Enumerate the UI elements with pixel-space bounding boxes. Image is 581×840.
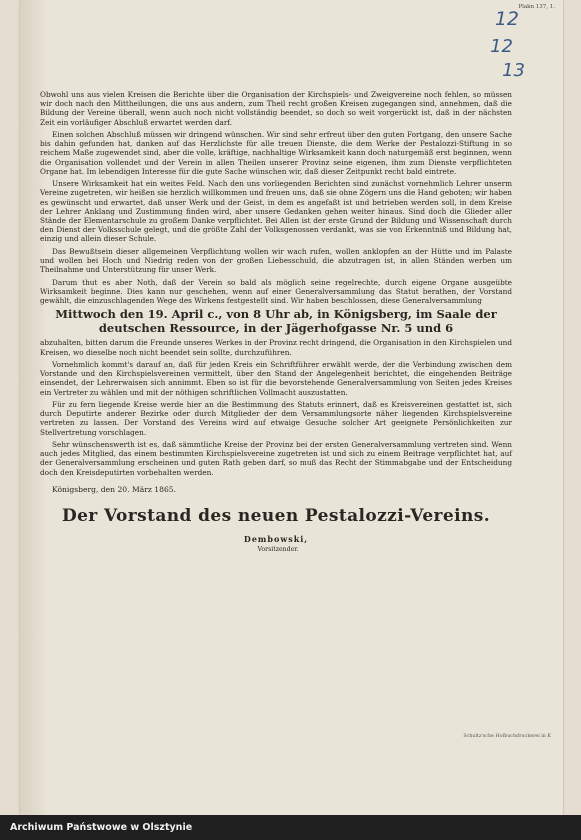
handwritten-number-3: 13: [502, 60, 525, 81]
archive-footer: Archiwum Państwowe w Olsztynie: [0, 815, 581, 840]
signer-name: Dembowski,: [243, 534, 309, 545]
signature-heading: Der Vorstand des neuen Pestalozzi-Vereins.: [61, 506, 491, 527]
paragraph: Vornehmlich kommt's darauf an, daß für jeden Kreis ein Schriftführer erwählt werde, der die Verbindung zwischen dem Vorstande und den Kirchspielsvereinen vermittelt, über den Stand der Angelegenheit berichtet, die eingehenden Beiträge einsendet, der Lehrerwaisen sich annimmt. Eben so ist für die bevorstehende Generalversammlung von Seiten jedes Kreises ein Vertreter zu wählen und mit der nöthigen schriftlichen Vollmacht auszustatten.: [40, 360, 512, 397]
dateline: Königsberg, den 20. März 1865.: [52, 484, 177, 494]
paragraph: abzuhalten, bitten darum die Freunde unseres Werkes in der Provinz recht dringend, die Organisation in den Kirchspielen und Kreisen, wo dieselbe noch nicht beendet sein sollte, durchzuführen.: [40, 338, 512, 357]
paragraph: Sehr wünschenswerth ist es, daß sämmtliche Kreise der Provinz bei der ersten Generalversammlung vertreten sind. Wenn auch jedes Mitglied, das einem bestimmten Kirchspielsvereine zugetreten ist und sich zu einem Beitrage verpflichtet hat, auf der Generalversammlung erscheinen und guten Rath geben darf, so muß das Recht der Stimmabgabe und der Entscheidung doch den Kreisdeputirten vorbehalten werden.: [40, 440, 512, 477]
handwritten-number-1: 12: [494, 8, 519, 30]
paragraph: Unsere Wirksamkeit hat ein weites Feld. Nach den uns vorliegenden Berichten sind zunächst vornehmlich Lehrer unserm Vereine zugetreten, wir heißen sie herzlich willkommen und freuen uns, daß sie ohne Zögern uns die Hand geboten; wir haben es gewünscht und erwartet, daß unser Werk und der Geist, in dem es angefaßt ist und betrieben werden soll, in dem Kreise der Lehrer Anklang und Zustimmung finden wird, aber unsere Gedanken gehen weiter hinaus. Sind doch die Glieder aller Stände der Elementarschule zu großem Danke verpflichtet. Bei Allen ist der erste Grund der Bildung und Wissenschaft durch den Dienst der Volksschule gelegt, und die größte Zahl der Volksgenossen verdankt, was sie von Erkenntniß und Bildung hat, einzig und allein dieser Schule.: [40, 179, 512, 244]
paragraph: Darum thut es aber Noth, daß der Verein so bald als möglich seine regelrechte, durch eigene Organe ausgeübte Wirksamkeit beginne. Dies kann nur geschehen, wenn auf einer Generalversammlung das Statut berathen, der Vorstand gewählt, die einzuschlagenden Wege des Wirkens festgestellt sind. Wir haben beschlossen, diese Generalversammlung: [40, 277, 512, 306]
archive-reference: Plakn 137, 1.: [518, 4, 555, 10]
handwritten-number-2: 12: [490, 36, 513, 57]
meeting-announcement: Mittwoch den 19. April c., von 8 Uhr ab, in Königsberg, im Saale der deutschen Ressource, in der Jägerhofgasse Nr. 5 und 6: [55, 307, 497, 335]
paragraph: Einen solchen Abschluß müssen wir dringend wünschen. Wir sind sehr erfreut über den guten Fortgang, den unsere Sache bis dahin gefunden hat, danken auf das Herzlichste für alle treuen Dienste, die dem Werke der Pestalozzi-Stiftung in so reichem Maße zugewendet sind, aber die volle, kräftige, nachhaltige Wirksamkeit kann doch naturgemäß erst beginnen, wenn die Organisation vollendet und der Verein in allen Theilen unserer Provinz seine eigenen, ihm zum Dienste verpflichteten Organe hat. Im lebendigen Interesse für die gute Sache wünschen wir, daß dieser Zeitpunkt recht bald eintrete.: [40, 130, 512, 176]
paragraph: Obwohl uns aus vielen Kreisen die Berichte über die Organisation der Kirchspiels- und Zweigvereine noch fehlen, so müssen wir doch nach den Mittheilungen, die uns aus andern, zum Theil recht großen Kreisen zugegangen sind, annehmen, daß die Bildung der Vereine überall, wenn auch noch nicht vollständig beendet, so doch so weit vorgerückt ist, daß in der nächsten Zeit ein vorläufiger Abschluß erwartet werden darf.: [40, 90, 512, 127]
document-body: [40, 90, 512, 555]
paragraph: Für zu fern liegende Kreise werde hier an die Bestimmung des Statuts erinnert, daß es Kreisvereinen gestattet ist, sich durch Deputirte anderer Bezirke oder durch Mitglieder der dem Versammlungsorte näher liegenden Kirchspielsvereine vertreten zu lassen. Der Vorstand des Vereins wird auf etwaige Gesuche solcher Art geeignete Persönlichkeiten zur Stellvertretung vorschlagen.: [40, 400, 512, 437]
printer-imprint: Schultz'sche Hofbuchdruckerei in K: [463, 734, 551, 739]
paragraph: Das Bewußtsein dieser allgemeinen Verpflichtung wollen wir wach rufen, wollen anklopfen an der Hütte und im Palaste und wollen bei Hoch und Niedrig reden von der großen Liebesschuld, die abzutragen ist, in allen Ständen werben um Theilnahme und Unterstützung für unser Werk.: [40, 246, 512, 275]
signer-role: Vorsitzender.: [257, 546, 299, 554]
document-page: [20, 0, 563, 815]
